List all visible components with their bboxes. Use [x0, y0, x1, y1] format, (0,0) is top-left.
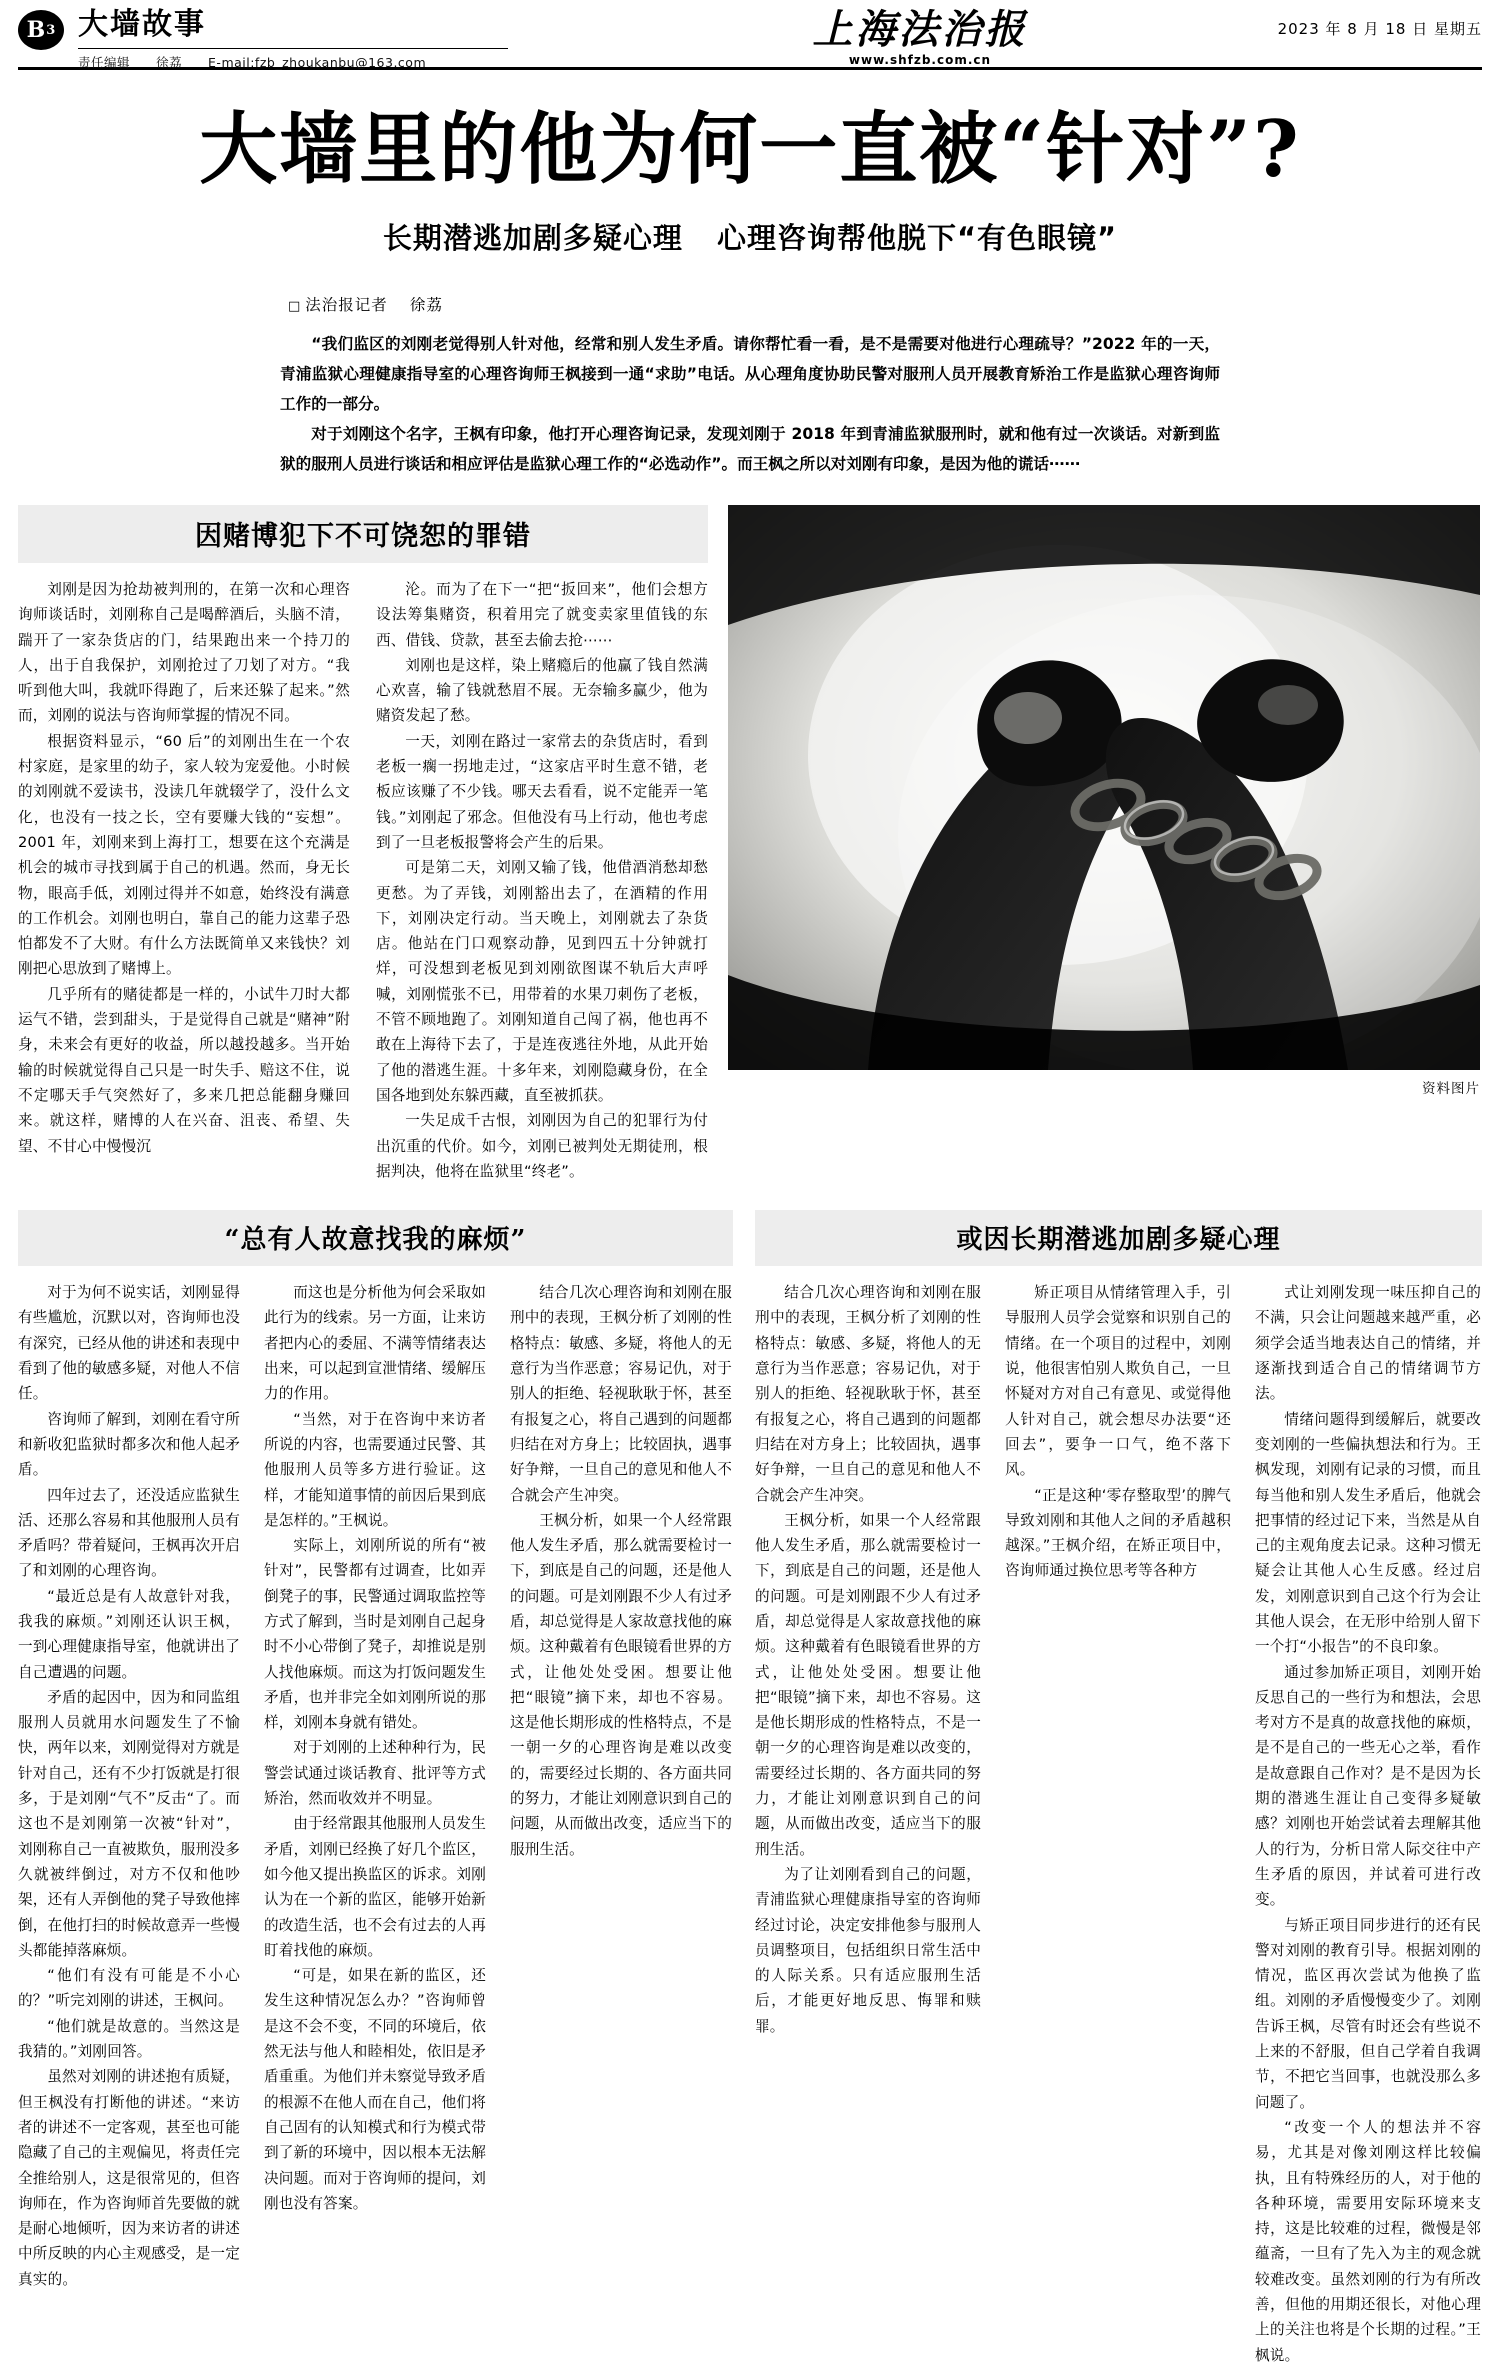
- lower-region: [18, 1210, 1482, 2368]
- paragraph: 结合几次心理咨询和刘刚在服刑中的表现，王枫分析了刘刚的性格特点：敏感、多疑，将他人的无意行为当作恶意；容易记仇，对于别人的拒绝、轻视耿耿于怀，甚至有报复之心，将自己遇到的问题都归结在对方身上；比较固执，遇事好争辩，一旦自己的意见和他人不合就会产生冲突。: [755, 1284, 981, 1504]
- editor-line: [78, 48, 508, 71]
- photo-illustration: [728, 505, 1480, 1070]
- paragraph: 结合几次心理咨询和刘刚在服刑中的表现，王枫分析了刘刚的性格特点：敏感、多疑，将他人的无意行为当作恶意；容易记仇，对于别人的拒绝、轻视耿耿于怀，甚至有报复之心，将自己遇到的问题都归结在对方身上；比较固执，遇事好争辩，一旦自己的意见和他人不合就会产生冲突。: [510, 1284, 732, 1504]
- paragraph: “可是，如果在新的监区，还发生这种情况怎么办？”咨询师曾是这不会不变，不同的环境后，依然无法与他人和睦相处，依旧是矛盾重重。为他们并未察觉导致矛盾的根源不在他人而在自己，他们将自己固有的认知模式和行为模式带到了新的环境中，因以根本无法解决问题。而对于咨询师的提问，刘刚也没有答案。: [264, 1967, 486, 2212]
- paragraph: 为了让刘刚看到自己的问题，青浦监狱心理健康指导室的咨询师经过讨论，决定安排他参与服刑人员调整项目，包括组织日常生活中的人际关系。只有适应服刑生活后，才能更好地反思、悔罪和赎罪。: [755, 1865, 981, 2035]
- paragraph: 由于经常跟其他服刑人员发生矛盾，刘刚已经换了好几个监区，如今他又提出换监区的诉求。刘刚认为在一个新的监区，能够开始新的改造生活，也不会有过去的人再盯着找他的麻烦。: [264, 1815, 486, 1959]
- byline-source: 法治报记者: [305, 296, 388, 314]
- paragraph: “改变一个人的想法并不容易，尤其是对像刘刚这样比较偏执，且有特殊经历的人，对于他的各种环境，需要用安际环境来支持，这是比较难的过程，微慢是邻蕴斋，一旦有了先入为主的观念就较难改变。虽然刘刚的行为有所改善，但他的用期还很长，对他心理上的关注也将是个长期的过程。”王枫说。: [1255, 2118, 1481, 2364]
- paragraph: 刘刚是因为抢劫被判刑的，在第一次和心理咨询师谈话时，刘刚称自己是喝醉酒后，头脑不清，踹开了一家杂货店的门，结果跑出来一个持刀的人，出于自我保护，刘刚抢过了刀划了对方。“我听到他大叫，我就吓得跑了，后来还躲了起来。”然而，刘刚的说法与咨询师掌握的情况不同。: [18, 581, 350, 725]
- subheadline-part-2: 心理咨询帮他脱下“有色眼镜”: [716, 221, 1118, 255]
- section-title: 大墙故事: [78, 7, 206, 42]
- paragraph: 沦。而为了在下一“把“扳回来”，他们会想方设法筹集赌资，积着用完了就变卖家里值钱的东西、借钱、贷款，甚至去偷去抢⋯⋯: [376, 581, 708, 649]
- paragraph: 虽然对刘刚的讲述抱有质疑，但王枫没有打断他的讲述。“来访者的讲述不一定客观，甚至也可能隐藏了自己的主观偏见，将责任完全推给别人，这是很常见的，但咨询师在，作为咨询师首先要做的就是耐心地倾听，因为来访者的讲述中所反映的内心主观感受，是一定真实的。: [18, 2068, 240, 2288]
- byline-marker: □: [288, 299, 302, 314]
- lead-paragraph: “我们监区的刘刚老觉得别人针对他，经常和别人发生矛盾。请你帮忙看一看，是不是需要对他进行心理疏导？”2022 年的一天，青浦监狱心理健康指导室的心理咨询师王枫接到一通“求助”电话。从心理角度协助民警对服刑人员开展教育矫治工作是监狱心理咨询师工作的一部分。: [280, 335, 1220, 413]
- section-1-columns: [18, 577, 708, 1184]
- paragraph: 可是第二天，刘刚又输了钱，他借酒消愁却愁更愁。为了弄钱，刘刚豁出去了，在酒精的作用下，刘刚决定行动。当天晚上，刘刚就去了杂货店。他站在门口观察动静，见到四五十分钟就打烊，可没想到老板见到刘刚欲图谋不轨后大声呼喊，刘刚慌张不已，用带着的水果刀刺伤了老板，不管不顾地跑了。刘刚知道自己闯了祸，他也再不敢在上海待下去了，于是连夜逃往外地，从此开始了他的潜逃生涯。十多年来，刘刚隐藏身份，在全国各地到处东躲西藏，直至被抓获。: [376, 859, 708, 1104]
- byline-author: 徐荔: [409, 296, 443, 314]
- paragraph: 咨询师了解到，刘刚在看守所和新收犯监狱时都多次和他人起矛盾。: [18, 1410, 240, 1479]
- subheadline-part-1: 长期潜逃加剧多疑心理: [382, 221, 683, 255]
- editor-name: 徐荔: [156, 55, 183, 70]
- paragraph: 式让刘刚发现一味压抑自己的不满，只会让问题越来越严重，必须学会适当地表达自己的情绪，并逐渐找到适合自己的情绪调节方法。: [1255, 1284, 1481, 1403]
- paragraph: 实际上，刘刚所说的所有“被针对”，民警都有过调查，比如弄倒凳子的事，民警通过调取监控等方式了解到，当时是刘刚自己起身时不小心带倒了凳子，却推说是别人找他麻烦。而这为打饭问题发生矛盾，也并非完全如刘刚所说的那样，刘刚本身就有错处。: [264, 1537, 486, 1732]
- section-2-column-2: [264, 1280, 486, 2292]
- paragraph: “当然，对于在咨询中来访者所说的内容，也需要通过民警、其他服刑人员等多方进行验证。这样，才能知道事情的前因后果到底是怎样的。”王枫说。: [264, 1410, 486, 1529]
- paper-masthead: [658, 8, 1182, 67]
- page-title: 大墙里的他为何一直被“针对”?: [199, 104, 1301, 195]
- paragraph: “他们有没有可能是不小心的？”听完刘刚的讲述，王枫问。: [18, 1967, 240, 2010]
- lead-paragraphs: [18, 329, 1482, 479]
- paragraph: 几乎所有的赌徒都是一样的，小试牛刀时大都运气不错，尝到甜头，于是觉得自己就是“赌神”附身，未来会有更好的收益，所以越投越多。当开始输的时候就觉得自己只是一时失手、赔这不住，说不定哪天手气突然好了，多来几把总能翻身赚回来。就这样，赌博的人在兴奋、沮丧、希望、失望、不甘心中慢慢沉: [18, 985, 350, 1155]
- page-badge-letter: B: [26, 17, 46, 43]
- masthead-left: [18, 8, 658, 71]
- paragraph: 而这也是分析他为何会采取如此行为的线索。另一方面，让来访者把内心的委屈、不满等情绪表达出来，可以起到宣泄情绪、缓解压力的作用。: [264, 1284, 486, 1403]
- paragraph: “正是这种‘零存整取型’的脾气导致刘刚和其他人之间的矛盾越积越深。”王枫介绍，在矫正项目中，咨询师通过换位思考等各种方: [1005, 1486, 1231, 1580]
- paper-url[interactable]: www.shfzb.com.cn: [848, 53, 992, 67]
- paragraph: 通过参加矫正项目，刘刚开始反思自己的一些行为和想法，会思考对方不是真的故意找他的麻烦，是不是自己的一些无心之举，看作是故意跟自己作对？是不是因为长期的潜逃生涯让自己变得多疑敏感？刘刚也开始尝试着去理解其他人的行为，分析日常人际交往中产生矛盾的原因，并试着可进行改变。: [1255, 1663, 1481, 1909]
- section-1: [18, 505, 708, 1184]
- middle-region: [18, 505, 1482, 1184]
- paragraph: 一天，刘刚在路过一家常去的杂货店时，看到老板一瘸一拐地走过，“这家店平时生意不错，老板应该赚了不少钱。哪天去看看，说不定能弄一笔钱。”刘刚起了邪念。但他没有马上行动，他也考虑到了一旦老板报警将会产生的后果。: [376, 732, 708, 851]
- section-block: [78, 8, 508, 71]
- section-2-column-1: [18, 1280, 240, 2292]
- section-1-column-1: [18, 577, 350, 1184]
- paragraph: 矛盾的起因中，因为和同监组服刑人员就用水问题发生了不愉快，两年以来，刘刚觉得对方就是针对自己，还有不少打饭就是打很多，于是刘刚“气不”反击“了。而这也不是刘刚第一次被“针对”，刘刚称自己一直被欺负，服刑没多久就被绊倒过，对方不仅和他吵架，还有人弄倒他的凳子导致他摔倒，在他打扫的时候故意弄一些慢头都能掉落麻烦。: [18, 1688, 240, 1959]
- paragraph: “他们就是故意的。当然这是我猜的。”刘刚回答。: [18, 2017, 240, 2061]
- section-3-column-3: [1255, 1280, 1481, 2368]
- paragraph: 对于刘刚的上述种种行为，民警尝试通过谈话教育、批评等方式矫治，然而收效并不明显。: [264, 1739, 486, 1808]
- section-3: [755, 1210, 1482, 2368]
- section-3-heading: 或因长期潜逃加剧多疑心理: [755, 1210, 1482, 1266]
- section-2-heading: “总有人故意找我的麻烦”: [18, 1210, 733, 1266]
- paragraph: 对于为何不说实话，刘刚显得有些尴尬，沉默以对，咨询师也没有深究，已经从他的讲述和表现中看到了他的敏感多疑，对他人不信任。: [18, 1284, 240, 1403]
- photo-block: [728, 505, 1480, 1184]
- byline: [18, 293, 1482, 315]
- section-2-columns: [18, 1280, 733, 2292]
- paragraph: 刘刚也是这样，染上赌瘾后的他赢了钱自然满心欢喜，输了钱就愁眉不展。无奈输多赢少，他为赌资发起了愁。: [376, 656, 708, 725]
- section-2-column-3: [510, 1280, 732, 2292]
- editor-email: E-mail:fzb_zhoukanbu@163.com: [208, 55, 427, 70]
- paragraph: 情绪问题得到缓解后，就要改变刘刚的一些偏执想法和行为。王枫发现，刘刚有记录的习惯，而且每当他和别人发生矛盾后，他就会把事情的经过记下来，当然是从自己的主观角度去记录。这种习惯无疑会让其他人心生反感。经过启发，刘刚意识到自己这个行为会让其他人误会，在无形中给别人留下一个打“小报告”的不良印象。: [1255, 1410, 1481, 1656]
- page-badge-number: 3: [46, 22, 56, 38]
- paper-name: 上海法治报: [812, 6, 1028, 53]
- article-photo: [728, 505, 1480, 1070]
- section-2: [18, 1210, 733, 2368]
- paragraph: 一失足成千古恨，刘刚因为自己的犯罪行为付出沉重的代价。如今，刘刚已被判处无期徒刑，根据判决，他将在监狱里“终老”。: [376, 1112, 708, 1180]
- paragraph: “最近总是有人故意针对我，我我的麻烦。”刘刚还认识王枫，一到心理健康指导室，他就讲出了自己遭遇的问题。: [18, 1587, 240, 1681]
- paragraph: 四年过去了，还没适应监狱生活、还那么容易和其他服刑人员有矛盾吗？带着疑问，王枫再次开启了和刘刚的心理咨询。: [18, 1486, 240, 1580]
- editor-label: 责任编辑: [78, 55, 131, 70]
- paragraph: 王枫分析，如果一个人经常跟他人发生矛盾，那么就需要检讨一下，到底是自己的问题，还是他人的问题。可是刘刚跟不少人有过矛盾，却总觉得是人家故意找他的麻烦。这种戴着有色眼镜看世界的方式，让他处处受困。想要让他把“眼镜”摘下来，却也不容易。这是他长期形成的性格特点，不是一朝一夕的心理咨询是难以改变的，需要经过长期的、各方面共同的努力，才能让刘刚意识到自己的问题，从而做出改变，适应当下的服刑生活。: [510, 1511, 732, 1858]
- subheadline: [18, 216, 1482, 257]
- section-1-column-2: [376, 577, 708, 1184]
- section-3-column-2: [1005, 1280, 1231, 2368]
- paragraph: 与矫正项目同步进行的还有民警对刘刚的教育引导。根据刘刚的情况，监区再次尝试为他换了监组。刘刚的矛盾慢慢变少了。刘刚告诉王枫，尽管有时还会有些说不上来的不舒服，但自己学着自我调节，不把它当回事，也就没那么多问题了。: [1255, 1916, 1481, 2111]
- paragraph: 王枫分析，如果一个人经常跟他人发生矛盾，那么就需要检讨一下，到底是自己的问题，还是他人的问题。可是刘刚跟不少人有过矛盾，却总觉得是人家故意找他的麻烦。这种戴着有色眼镜看世界的方式，让他处处受困。想要让他把“眼镜”摘下来，却也不容易。这是他长期形成的性格特点，不是一朝一夕的心理咨询是难以改变的，需要经过长期的、各方面共同的努力，才能让刘刚意识到自己的问题，从而做出改变，适应当下的服刑生活。: [755, 1511, 981, 1858]
- section-1-heading: 因赌博犯下不可饶恕的罪错: [18, 505, 708, 563]
- photo-caption: 资料图片: [1422, 1081, 1480, 1097]
- paragraph: 根据资料显示，“60 后”的刘刚出生在一个农村家庭，是家里的幼子，家人较为宠爱他。小时候的刘刚就不爱读书，没读几年就辍学了，没什么文化，也没有一技之长，空有要赚大钱的“妄想”。2001 年，刘刚来到上海打工，想要在这个充满是机会的城市寻找到属于自己的机遇。然而，身无长物，眼高手低，刘刚过得并不如意，始终没有满意的工作机会。刘刚也明白，靠自己的能力这辈子恐怕都发不了大财。有什么方法既简单又来钱快？刘刚把心思放到了赌博上。: [18, 732, 350, 978]
- lead-paragraph: 对于刘刚这个名字，王枫有印象，他打开心理咨询记录，发现刘刚于 2018 年到青浦监狱服刑时，就和他有过一次谈话。对新到监狱的服刑人员进行谈话和相应评估是监狱心理工作的“必选动作”。而王枫之所以对刘刚有印象，是因为他的谎话⋯⋯: [280, 425, 1220, 473]
- paragraph: 矫正项目从情绪管理入手，引导服刑人员学会觉察和识别自己的情绪。在一个项目的过程中，刘刚说，他很害怕别人欺负自己，一旦怀疑对方对自己有意见、或觉得他人针对自己，就会想尽办法要“还回去”，要争一口气，绝不落下风。: [1005, 1284, 1231, 1479]
- page-number-badge: [18, 10, 64, 50]
- section-3-column-1: [755, 1280, 981, 2368]
- publish-date: 2023 年 8 月 18 日 星期五: [1277, 20, 1482, 38]
- section-3-columns: [755, 1280, 1482, 2368]
- masthead: [18, 0, 1482, 70]
